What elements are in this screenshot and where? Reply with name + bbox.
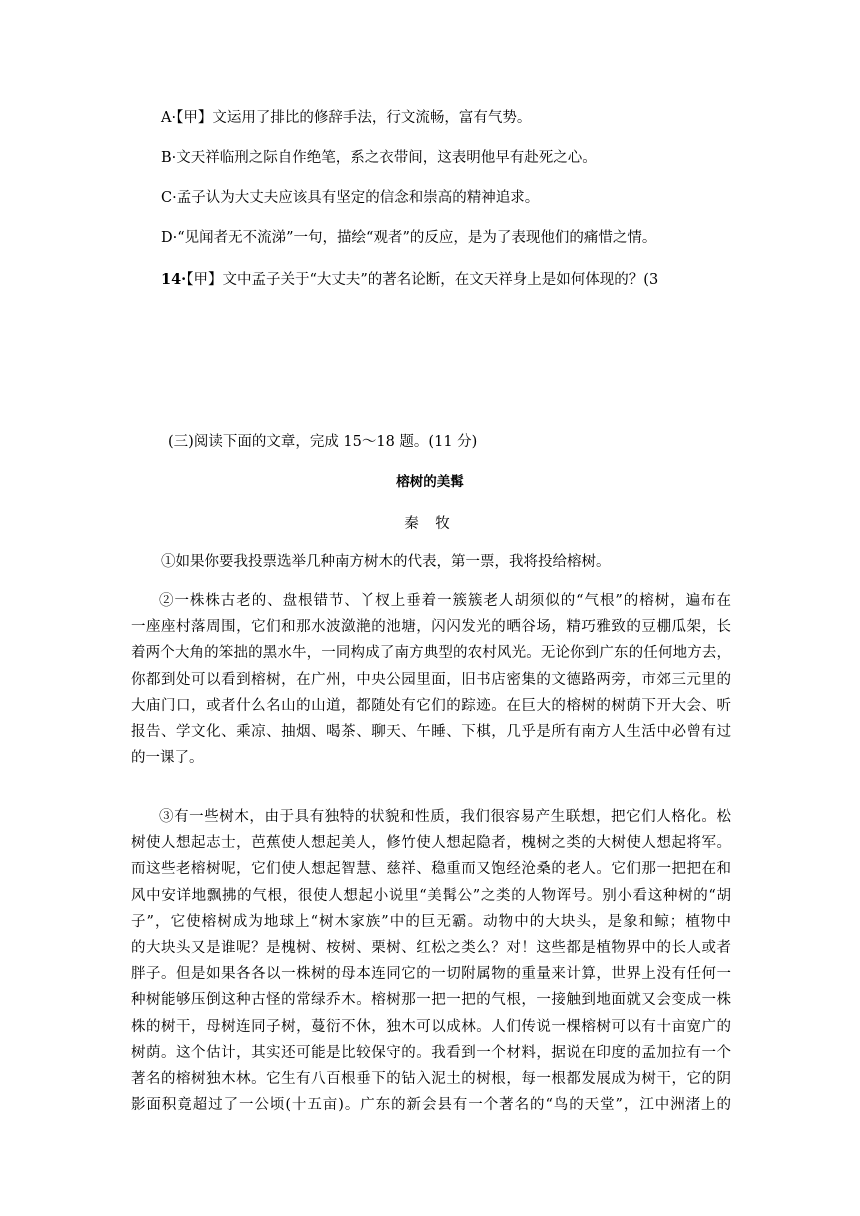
paragraph-line: 你都到处可以看到榕树，在广州，中央公园里面，旧书店密集的文德路两旁，市郊三元里的 (131, 671, 731, 688)
paragraph-line: 树使人想起志士，芭蕉使人想起美人，修竹使人想起隐者，槐树之类的大树使人想起将军。 (131, 835, 731, 852)
paragraph-line: 株的树干，母树连同子树，蔓衍不休，独木可以成林。人们传说一棵榕树可以有十亩宽广的 (131, 1018, 731, 1035)
article-author: 秦 牧 (404, 516, 456, 532)
paragraph-2 (131, 588, 731, 771)
paragraph-line: 胖子。但是如果各各以一株树的母本连同它的一切附属物的重量来计算，世界上没有任何一 (131, 966, 731, 983)
option-d: D·“见闻者无不流涕”一句，描绘“观者”的反应，是为了表现他们的痛惜之情。 (161, 230, 657, 246)
option-a: A·【甲】文运用了排比的修辞手法，行文流畅，富有气势。 (161, 110, 532, 126)
paragraph-line: 报告、学文化、乘凉、抽烟、喝茶、聊天、午睡、下棋，几乎是所有南方人生活中必曾有过 (131, 724, 731, 741)
paragraph-line: 子”，它使榕树成为地球上“树木家族”中的巨无霸。动物中的大块头，是象和鲸；植物中 (131, 913, 731, 930)
article-title: 榕树的美髯 (396, 474, 464, 490)
option-b: B·文天祥临刑之际自作绝笔，系之衣带间，这表明他早有赴死之心。 (161, 150, 597, 166)
paragraph-line: 着两个大角的笨拙的黑水牛，一同构成了南方典型的农村风光。无论你到广东的任何地方去， (131, 645, 731, 662)
paragraph-line: 种树能够压倒这种古怪的常绿乔木。榕树那一把一把的气根，一接触到地面就又会变成一株 (131, 992, 731, 1009)
question-number: 14· (161, 271, 187, 288)
paragraph-line: ②一株株古老的、盘根错节、丫杈上垂着一簇簇老人胡须似的“气根”的榕树，遍布在 (159, 593, 731, 609)
paragraph-3 (131, 804, 731, 1118)
paragraph-line: 风中安详地飘拂的气根，很使人想起小说里“美髯公”之类的人物诨号。别小看这种树的“胡 (131, 887, 731, 904)
option-c: C·孟子认为大丈夫应该具有坚定的信念和崇高的精神追求。 (161, 190, 540, 206)
paragraph-line: 大庙门口，或者什么名山的山道，都随处有它们的踪迹。在巨大的榕树的树荫下开大会、听 (131, 697, 731, 714)
paragraph-line: 一座座村落周围，它们和那水波潋滟的池塘，闪闪发光的晒谷场，精巧雅致的豆棚瓜架，长 (131, 619, 731, 636)
question-14 (161, 268, 658, 289)
paragraph-line: 影面积竟超过了一公顷(十五亩)。广东的新会县有一个著名的“鸟的天堂”，江中洲渚上的 (131, 1097, 731, 1114)
paragraph-line: 而这些老榕树呢，它们使人想起智慧、慈祥、稳重而又饱经沧桑的老人。它们那一把把在和 (131, 861, 731, 878)
section-heading: (三)阅读下面的文章，完成 15～18 题。(11 分) (168, 434, 478, 450)
paragraph-line: 的大块头又是谁呢？是槐树、桉树、栗树、红松之类么？对！这些都是植物界中的长人或者 (131, 940, 731, 957)
paragraph-line: 著名的榕树独木林。它生有八百根垂下的钻入泥土的树根，每一根都发展成为树干，它的阴 (131, 1071, 731, 1088)
paragraph-line: ③有一些树木，由于具有独特的状貌和性质，我们很容易产生联想，把它们人格化。松 (159, 809, 731, 825)
paragraph-line: 的一课了。 (131, 750, 204, 767)
question-text: 【甲】文中孟子关于“大丈夫”的著名论断，在文天祥身上是如何体现的？(3 (186, 272, 659, 288)
paragraph-1: ①如果你要我投票选举几种南方树木的代表，第一票，我将投给榕树。 (161, 554, 611, 570)
paragraph-line: 树荫。这个估计，其实还可能是比较保守的。我看到一个材料，据说在印度的孟加拉有一个 (131, 1044, 731, 1061)
